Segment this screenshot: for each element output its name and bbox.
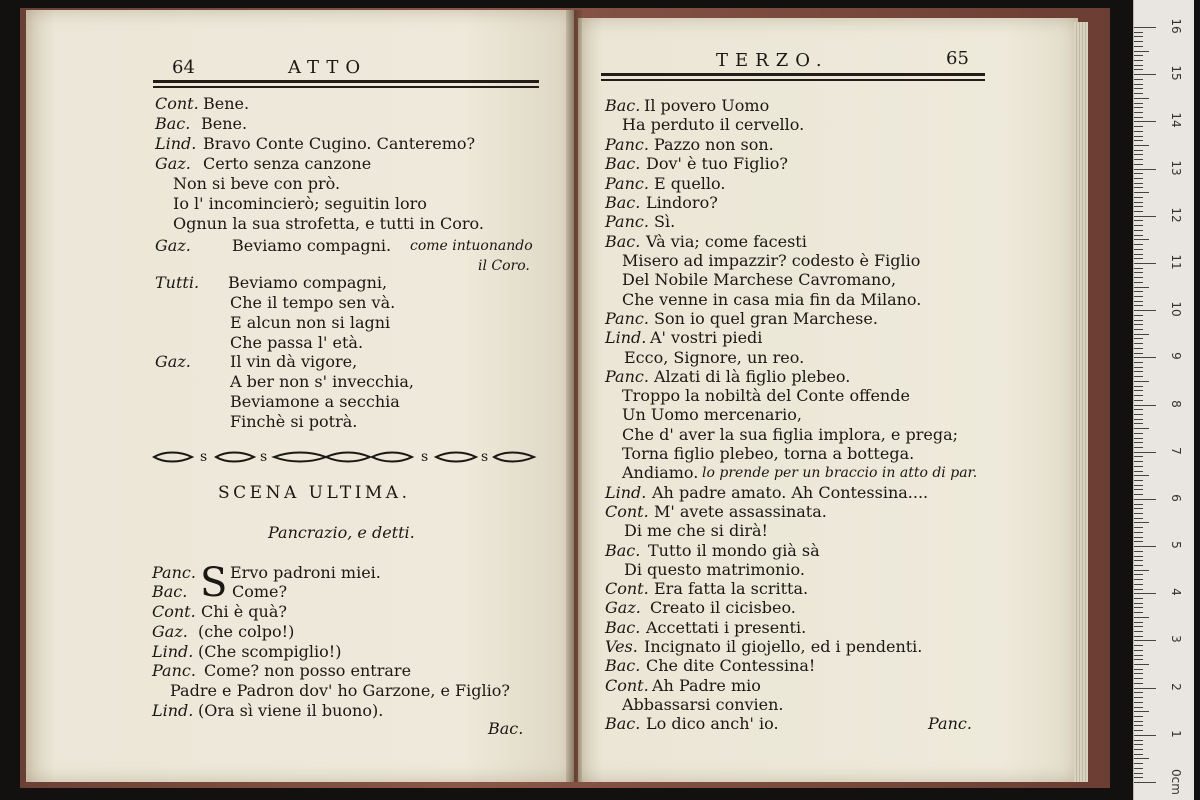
verse-line: Ah Padre mio: [652, 676, 761, 695]
ruler-tick: [1134, 46, 1143, 47]
ruler-tick: [1134, 480, 1143, 481]
verse-line: (Che scompiglio!): [198, 642, 342, 661]
ruler-tick: [1134, 466, 1143, 467]
ruler-tick: [1134, 254, 1143, 255]
speaker: Panc.: [605, 135, 649, 154]
ruler-tick: [1134, 673, 1143, 674]
speaker: Gaz.: [605, 598, 641, 617]
verse-line: Beviamo compagni.: [232, 236, 392, 255]
ruler-label: 8: [1169, 399, 1183, 408]
ruler-tick: [1134, 65, 1143, 66]
ruler-tick: [1134, 589, 1143, 590]
verse-line: Ha perduto il cervello.: [622, 115, 805, 134]
ruler-tick: [1134, 41, 1143, 42]
ruler-tick: [1134, 504, 1143, 505]
speaker: Bac.: [605, 656, 641, 675]
verse-line: Lo dico anch' io.: [646, 714, 779, 733]
ruler-tick: [1134, 169, 1156, 170]
speaker: Lind.: [155, 134, 197, 153]
ruler-tick: [1134, 702, 1143, 703]
speaker: Cont.: [155, 94, 199, 113]
speaker: Bac.: [605, 232, 641, 251]
ruler-tick: [1134, 707, 1143, 708]
right-head-rule-top: [601, 73, 985, 76]
ruler-tick: [1134, 244, 1143, 245]
ruler-tick: [1134, 471, 1143, 472]
verse-line: Lindoro?: [646, 193, 718, 212]
ruler-tick: [1134, 164, 1143, 165]
speaker: Cont.: [605, 579, 649, 598]
verse-line: Bravo Conte Cugino. Canteremo?: [203, 134, 476, 153]
ruler-tick: [1134, 51, 1149, 52]
ruler-label: 9: [1169, 352, 1183, 361]
ruler-tick: [1134, 655, 1143, 656]
ruler-tick: [1134, 230, 1143, 231]
ruler-tick: [1134, 287, 1149, 288]
verse-line: Del Nobile Marchese Cavromano,: [622, 270, 897, 289]
ruler-tick: [1134, 103, 1143, 104]
stage-direction: lo prende per un braccio in atto di par.: [702, 465, 978, 481]
verse-line: Bene.: [203, 94, 250, 113]
verse-line: Che passa l' età.: [230, 333, 364, 352]
speaker: Panc.: [605, 174, 649, 193]
ruler-tick: [1134, 395, 1143, 396]
ruler-tick: [1134, 598, 1143, 599]
ruler-tick: [1134, 211, 1143, 212]
ruler-tick: [1134, 32, 1143, 33]
stage-direction: come intuonando: [410, 238, 533, 254]
ruler-tick: [1134, 239, 1149, 240]
ruler-label: 3: [1169, 635, 1183, 644]
ruler-tick: [1134, 121, 1156, 122]
verse-line: Finchè si potrà.: [230, 412, 358, 431]
verse-line: Come?: [232, 582, 288, 601]
verse-line: Son io quel gran Marchese.: [654, 309, 878, 328]
ruler-tick: [1134, 305, 1143, 306]
verse-line: Padre e Padron dov' ho Garzone, e Figlio?: [170, 681, 510, 700]
speaker: Lind.: [605, 328, 647, 347]
catchword: Panc.: [928, 714, 972, 733]
ruler-tick: [1134, 320, 1143, 321]
ruler-tick: [1134, 433, 1143, 434]
ruler-tick: [1134, 428, 1149, 429]
ruler-tick: [1134, 362, 1143, 363]
ruler-tick: [1134, 584, 1143, 585]
verse-line: Il povero Uomo: [644, 96, 770, 115]
ruler-label: 14: [1169, 112, 1183, 129]
ruler-tick: [1134, 353, 1143, 354]
ruler-tick: [1134, 27, 1156, 28]
speaker: Bac.: [605, 96, 641, 115]
ruler-tick: [1134, 315, 1143, 316]
characters-present: Pancrazio, e detti.: [268, 523, 415, 542]
ruler-tick: [1134, 664, 1149, 665]
ruler-tick: [1134, 60, 1143, 61]
ruler-tick: [1134, 310, 1156, 311]
ruler-label: 7: [1169, 446, 1183, 455]
ruler-tick: [1134, 735, 1156, 736]
ruler-tick: [1134, 423, 1143, 424]
ruler-tick: [1134, 744, 1143, 745]
ruler-tick: [1134, 645, 1143, 646]
speaker: Lind.: [152, 642, 194, 661]
ruler-tick: [1134, 187, 1143, 188]
verse-line: Che d' aver la sua figlia implora, e prega;: [622, 425, 958, 444]
ruler-tick: [1134, 683, 1143, 684]
ruler-tick: [1134, 178, 1143, 179]
verse-line: Andiamo.: [622, 463, 699, 482]
ruler-tick: [1134, 438, 1143, 439]
ruler-label: 16: [1169, 18, 1183, 34]
verse-line: Pazzo non son.: [654, 135, 774, 154]
ruler-tick: [1134, 263, 1156, 264]
speaker: Cont.: [605, 676, 649, 695]
ruler-tick: [1134, 570, 1149, 571]
ruler-tick: [1134, 409, 1143, 410]
speaker: Lind.: [152, 701, 194, 720]
speaker: Cont.: [605, 502, 649, 521]
verse-line: Era fatta la scritta.: [654, 579, 809, 598]
ruler-tick: [1134, 782, 1156, 783]
ruler-tick: [1134, 749, 1143, 750]
ruler-tick: [1134, 277, 1143, 278]
ruler-tick: [1134, 607, 1143, 608]
ornament-glyph: s: [481, 449, 489, 465]
ruler-tick: [1134, 69, 1143, 70]
ruler-tick: [1134, 461, 1143, 462]
ruler-tick: [1134, 206, 1143, 207]
ruler-tick: [1134, 622, 1143, 623]
verse-line: Beviamo compagni,: [228, 273, 388, 292]
verse-line: Che dite Contessina!: [646, 656, 816, 675]
ruler-tick: [1134, 390, 1143, 391]
ruler-tick: [1134, 338, 1143, 339]
verse-line: E alcun non si lagni: [230, 313, 391, 332]
verse-line: Troppo la nobiltà del Conte offende: [622, 386, 910, 405]
left-head-rule-top: [153, 80, 539, 83]
ruler-tick: [1134, 617, 1149, 618]
verse-line: Sì.: [654, 212, 676, 231]
speaker: Panc.: [605, 309, 649, 328]
verse-line: Il vin dà vigore,: [230, 352, 358, 371]
speaker: Panc.: [605, 212, 649, 231]
ruler-tick: [1134, 541, 1143, 542]
speaker: Tutti.: [155, 273, 200, 292]
speaker: Bac.: [605, 714, 641, 733]
ruler-tick: [1134, 136, 1143, 137]
speaker: Panc.: [152, 661, 196, 680]
ruler-tick: [1134, 329, 1143, 330]
ruler-tick: [1134, 173, 1143, 174]
ruler-tick: [1134, 348, 1143, 349]
ruler-tick: [1134, 565, 1143, 566]
ruler-tick: [1134, 343, 1143, 344]
page-edges: [1074, 22, 1088, 782]
ruler-tick: [1134, 126, 1143, 127]
ruler-tick: [1134, 225, 1143, 226]
ruler-tick: [1134, 192, 1149, 193]
left-page-number: 64: [172, 57, 195, 78]
ruler-tick: [1134, 112, 1143, 113]
ruler-tick: [1134, 367, 1143, 368]
verse-line: (Ora sì viene il buono).: [198, 701, 384, 720]
ruler-tick: [1134, 721, 1143, 722]
ruler-tick: [1134, 485, 1143, 486]
verse-line: Un Uomo mercenario,: [622, 405, 802, 424]
speaker: Bac.: [605, 193, 641, 212]
ruler-tick: [1134, 258, 1143, 259]
ruler-tick: [1134, 640, 1156, 641]
ruler-tick: [1134, 282, 1143, 283]
verse-line: Di me che si dirà!: [624, 521, 768, 540]
ruler-tick: [1134, 527, 1143, 528]
ruler-tick: [1134, 235, 1143, 236]
speaker: Lind.: [605, 483, 647, 502]
ruler-tick: [1134, 272, 1143, 273]
drop-cap: S: [200, 560, 228, 606]
ruler-label: 6: [1169, 494, 1183, 502]
verse-line: Abbassarsi convien.: [622, 695, 784, 714]
ruler-tick: [1134, 98, 1149, 99]
ruler-tick: [1134, 442, 1143, 443]
verse-line: Bene.: [201, 114, 248, 133]
ruler-tick: [1134, 740, 1143, 741]
ruler-tick: [1134, 79, 1143, 80]
ruler-label: 5: [1169, 541, 1183, 549]
ruler-tick: [1134, 631, 1143, 632]
ruler-label: 11: [1169, 254, 1183, 270]
ruler-tick: [1134, 400, 1143, 401]
ruler-tick: [1134, 692, 1143, 693]
ruler-tick: [1134, 489, 1143, 490]
verse-line: Io l' incomincierò; seguitin loro: [173, 194, 427, 213]
ruler-tick: [1134, 456, 1143, 457]
ruler-tick: [1134, 494, 1143, 495]
ruler-tick: [1134, 107, 1143, 108]
ruler-tick: [1134, 334, 1149, 335]
verse-line: Che venne in casa mia fin da Milano.: [622, 290, 922, 309]
speaker: Ves.: [605, 637, 638, 656]
ruler-tick: [1134, 145, 1149, 146]
verse-line: Beviamone a secchia: [230, 392, 400, 411]
ruler-tick: [1134, 414, 1143, 415]
ruler-tick: [1134, 291, 1143, 292]
ruler-tick: [1134, 697, 1143, 698]
ruler-tick: [1134, 475, 1149, 476]
speaker: Cont.: [152, 602, 196, 621]
ruler-label: 1: [1169, 729, 1183, 738]
verse-line: Che il tempo sen và.: [230, 293, 396, 312]
verse-line: Come? non posso entrare: [204, 661, 412, 680]
catchword: Bac.: [488, 719, 524, 738]
ruler-label: 13: [1169, 159, 1183, 176]
ruler-tick: [1134, 669, 1143, 670]
ruler-tick: [1134, 763, 1143, 764]
ruler-tick: [1134, 36, 1143, 37]
ruler-tick: [1134, 159, 1143, 160]
ruler-tick: [1134, 659, 1143, 660]
ruler-tick: [1134, 376, 1143, 377]
ruler-tick: [1134, 773, 1143, 774]
ruler-tick: [1134, 140, 1143, 141]
ruler-tick: [1134, 725, 1143, 726]
ruler-tick: [1134, 508, 1143, 509]
left-head-rule-bottom: [153, 86, 539, 88]
ruler-tick: [1134, 513, 1143, 514]
ruler-tick: [1134, 197, 1143, 198]
ruler-label: 10: [1169, 301, 1183, 317]
ruler-tick: [1134, 371, 1143, 372]
verse-line: A ber non s' invecchia,: [230, 372, 415, 391]
ruler-tick: [1134, 711, 1149, 712]
ruler-tick: [1134, 301, 1143, 302]
ruler-tick: [1134, 551, 1143, 552]
verse-line: Ervo padroni miei.: [230, 563, 381, 582]
ruler-tick: [1134, 574, 1143, 575]
ruler-tick: [1134, 154, 1143, 155]
speaker: Bac.: [605, 154, 641, 173]
verse-line: Accettati i presenti.: [646, 618, 807, 637]
speaker: Bac.: [155, 114, 191, 133]
verse-line: (che colpo!): [198, 622, 295, 641]
speaker: Bac.: [152, 582, 188, 601]
ruler-tick: [1134, 546, 1156, 547]
speaker: Bac.: [605, 541, 641, 560]
verse-line: Ah padre amato. Ah Contessina....: [652, 483, 929, 502]
verse-line: Dov' è tuo Figlio?: [646, 154, 788, 173]
ruler-tick: [1134, 754, 1143, 755]
ruler-tick: [1134, 357, 1156, 358]
ruler-tick: [1134, 202, 1143, 203]
ruler-tick: [1134, 777, 1143, 778]
verse-line: Alzati di là figlio plebeo.: [654, 367, 851, 386]
verse-line: Incignato il giojello, ed i pendenti.: [644, 637, 923, 656]
ruler-tick: [1134, 74, 1156, 75]
verse-line: Chi è quà?: [201, 602, 287, 621]
ruler-tick: [1134, 220, 1143, 221]
ruler-tick: [1134, 296, 1143, 297]
ruler-tick: [1134, 405, 1156, 406]
ruler-tick: [1134, 452, 1156, 453]
verse-line: Misero ad impazzir? codesto è Figlio: [622, 251, 921, 270]
speaker: Gaz.: [155, 154, 191, 173]
ruler-tick: [1134, 419, 1143, 420]
ruler-tick: [1134, 268, 1143, 269]
speaker: Gaz.: [155, 236, 191, 255]
verse-line: Tutto il mondo già sà: [648, 541, 820, 560]
ruler-tick: [1134, 758, 1149, 759]
speaker: Gaz.: [152, 622, 188, 641]
ruler-tick: [1134, 556, 1143, 557]
right-head-rule-bottom: [601, 79, 985, 81]
ruler-tick: [1134, 499, 1156, 500]
ruler-tick: [1134, 612, 1143, 613]
ruler-tick: [1134, 532, 1143, 533]
verse-line: Và via; come facesti: [646, 232, 807, 251]
verse-line: M' avete assassinata.: [654, 502, 827, 521]
ornament-glyph: s: [260, 449, 268, 465]
ruler-label: 0cm: [1169, 769, 1183, 795]
verse-line: Non si beve con prò.: [173, 174, 341, 193]
ruler-tick: [1134, 730, 1143, 731]
verse-line: E quello.: [654, 174, 726, 193]
ruler-tick: [1134, 55, 1143, 56]
ruler-tick: [1134, 593, 1156, 594]
ruler-label: 4: [1169, 588, 1183, 597]
verse-line: Creato il cicisbeo.: [650, 598, 796, 617]
right-running-head: TERZO.: [716, 50, 829, 71]
verse-line: Ognun la sua strofetta, e tutti in Coro.: [173, 214, 484, 233]
left-running-head: ATTO: [288, 57, 368, 78]
ruler-tick: [1134, 117, 1143, 118]
ruler-tick: [1134, 626, 1143, 627]
ruler-tick: [1134, 522, 1149, 523]
verse-line: Ecco, Signore, un reo.: [624, 348, 805, 367]
speaker: Gaz.: [155, 352, 191, 371]
right-page-number: 65: [946, 48, 969, 69]
ruler-tick: [1134, 579, 1143, 580]
verse-line: A' vostri piedi: [650, 328, 763, 347]
ruler-tick: [1134, 716, 1143, 717]
ruler-tick: [1134, 636, 1143, 637]
ruler-tick: [1134, 688, 1156, 689]
ornament-glyph: s: [200, 449, 208, 465]
ruler-tick: [1134, 150, 1143, 151]
ruler-tick: [1134, 650, 1143, 651]
ruler-tick: [1134, 386, 1143, 387]
ruler-tick: [1134, 324, 1143, 325]
ruler-tick: [1134, 537, 1143, 538]
ruler-tick: [1134, 88, 1143, 89]
ruler-tick: [1134, 216, 1156, 217]
ruler-tick: [1134, 131, 1143, 132]
stage-direction: il Coro.: [478, 258, 530, 274]
book-gutter: [566, 10, 582, 782]
ruler-label: 2: [1169, 682, 1183, 691]
scene-title: SCENA ULTIMA.: [218, 483, 411, 503]
verse-line: Certo senza canzone: [203, 154, 372, 173]
speaker: Bac.: [605, 618, 641, 637]
measuring-ruler: [1133, 0, 1194, 800]
verse-line: Di questo matrimonio.: [624, 560, 805, 579]
ruler-tick: [1134, 768, 1143, 769]
ruler-label: 12: [1169, 207, 1183, 223]
ruler-tick: [1134, 249, 1143, 250]
ruler-tick: [1134, 93, 1143, 94]
ruler-tick: [1134, 603, 1143, 604]
verse-line: Torna figlio plebeo, torna a bottega.: [622, 444, 915, 463]
ruler-tick: [1134, 560, 1143, 561]
speaker: Panc.: [605, 367, 649, 386]
ruler-tick: [1134, 447, 1143, 448]
ornament-glyph: s: [421, 449, 429, 465]
ruler-tick: [1134, 183, 1143, 184]
ruler-tick: [1134, 518, 1143, 519]
ruler-tick: [1134, 678, 1143, 679]
ruler-label: 15: [1169, 65, 1183, 81]
ruler-tick: [1134, 84, 1143, 85]
ruler-tick: [1134, 381, 1149, 382]
speaker: Panc.: [152, 563, 196, 582]
